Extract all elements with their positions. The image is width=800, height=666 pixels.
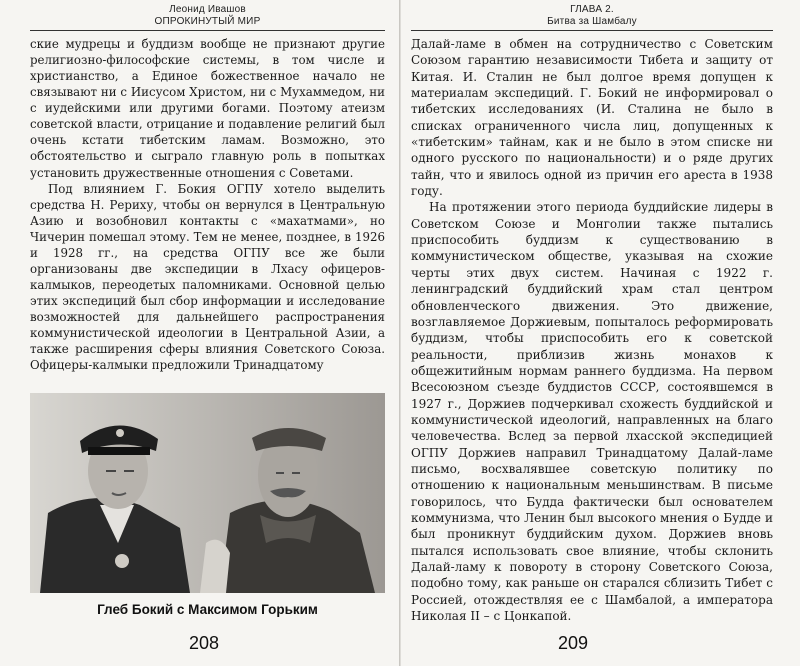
paragraph: На протяжении этого периода буддийские лидеры в Советском Союзе и Монголии также пытались приспособить буддизм к существованию в коммунистическом обществе, указывая на схожие черты этих двух систем. Начиная с 1922 г. ленинградский буддийский храм стал центром обновленческого движения. Это движение, возглавляемое Доржиевым, попыталось реформировать буддизм, чтобы приспособить его к советской реальности, приблизив жизнь монахов к общежитийным нормам раннего буддизма. На первом Всесоюзном съезде буддистов СССР, состоявшемся в 1927 г., Доржиев подчеркивал схожесть буддийской и коммунистической идеологий, направленных на благо человечества. Вслед за первой лхасской экспедицией ОГПУ Доржиев направил Тринадцатому Далай-ламе письмо, восхвалявшее советскую политику по отношению к национальным меньшинствам. В письме говорилось, что Будда фактически был основателем коммунизма, что Ленин был высокого мнения о Будде и был проникнут буддийским духом. Доржиев вновь пытался использовать свое влияние, чтобы склонить Далай-ламу к повороту в сторону Советского Союза, подобно тому, как раньше он старался сблизить Тибет с Россией, отождествляя ее с Шамбалой, а императора Николая II – с Цонкапой. <box>411 200 773 624</box>
chapter-label: ГЛАВА 2. <box>570 4 614 15</box>
left-body-text <box>30 36 385 373</box>
right-running-head <box>411 4 773 28</box>
header-rule <box>411 30 773 31</box>
right-page <box>400 0 800 666</box>
right-body-text <box>411 36 773 624</box>
paragraph: ские мудрецы и буддизм вообще не признают другие религиозно-философские системы, в том числе и христианство, а Единое божественное начало не связывают ни с Иисусом Христом, ни с Мухаммедом, ни с иудейскими или другими богами. Поэтому атеизм советской власти, отрицание и подавление религий был очень кстати тибетским ламам. Возможно, это обстоятельство и сыграло главную роль в попытках установить дружественные отношения с Советами. <box>30 37 385 180</box>
left-running-head <box>30 4 385 28</box>
paragraph: Под влиянием Г. Бокия ОГПУ хотело выделить средства Н. Рериху, чтобы он вернулся в Центральную Азию и возобновил контакты с «махатмами», но Чичерин помешал этому. Тем не менее, позднее, в 1926 и 1928 гг., на средства ОГПУ все же были организованы две экспедиции в Лхасу офицеров-калмыков, переодетых паломниками. Основной целью этих экспедиций был сбор информации и исследование возможностей для дальнейшего распространения коммунистической идеологии в Центральной Азии, а также расширения сферы влияния Советского Союза. Офицеры-калмыки предложили Тринадцатому <box>30 181 385 373</box>
page-number: 209 <box>558 633 589 653</box>
author-name: Леонид Ивашов <box>169 4 246 15</box>
chapter-title: Битва за Шамбалу <box>547 16 637 27</box>
header-rule <box>30 30 385 31</box>
page-number: 208 <box>189 633 220 653</box>
book-title: ОПРОКИНУТЫЙ МИР <box>154 16 261 27</box>
photo-caption: Глеб Бокий с Максимом Горьким <box>97 602 318 617</box>
paragraph: Далай-ламе в обмен на сотрудничество с Советским Союзом гарантию независимости Тибета и защиту от Китая. И. Сталин не был долгое время допущен к материалам экспедиций. Г. Бокий не информировал о тибетских исследованиях (И. Сталина не было в списках ограниченного числа лиц, допущенных к «тибетским» тайнам, как и не было в этом списке ни одного русского по национальности) и о ряде других тайн, что и явилось одной из причин его ареста в 1938 году. <box>411 37 773 199</box>
photo-bokii-gorky <box>30 393 385 593</box>
